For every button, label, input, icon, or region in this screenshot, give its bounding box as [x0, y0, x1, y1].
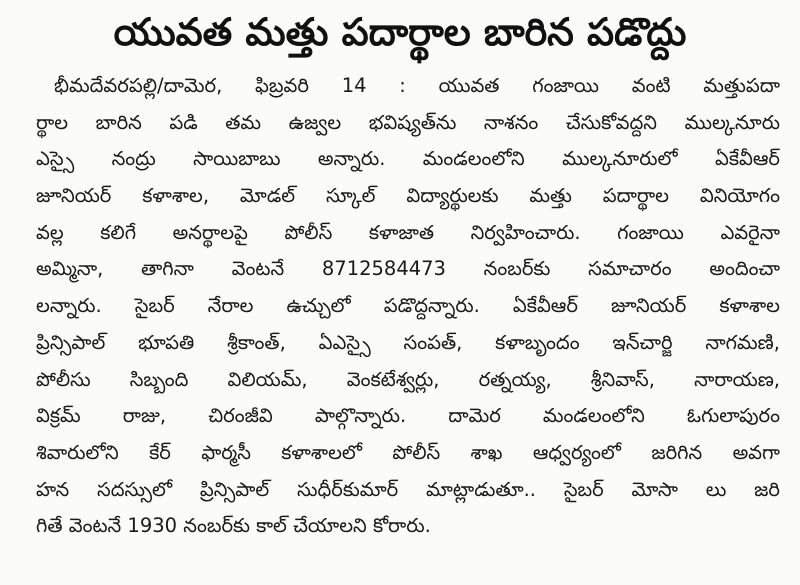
body-line: పోలీసు సిబ్బంది విలియమ్, వెంకటేశ్వర్లు, రత్నయ్య, శ్రీనివాస్, నారాయణ,	[36, 367, 780, 391]
body-line: గితే వెంటనే 1930 నంబర్‌కు కాల్ చేయాలని కోరారు.	[36, 514, 431, 538]
body-line: హన సదస్సులో ప్రిన్సిపాల్ సుధీర్‌కుమార్ మాట్లాడుతూ.. సైబర్ మోసా లు జరి	[36, 477, 780, 501]
article-body	[36, 68, 780, 545]
body-line: అమ్మినా, తాగినా వెంటనే 8712584473 నంబర్‌కు సమాచారం అందించా	[36, 257, 780, 281]
body-line: జూనియర్ కళాశాల, మోడల్ స్కూల్ విద్యార్థులకు మత్తు పదార్థాల వినియోగం	[36, 184, 780, 208]
body-line: శివారులోని కేర్ ఫార్మసీ కళాశాలలో పోలీస్ శాఖ ఆధ్వర్యంలో జరిగిన అవగా	[36, 440, 780, 464]
body-line: ఎస్సై నంద్రు సాయిబాబు అన్నారు. మండలంలోని ముల్కనూరులో ఏకేవీఆర్	[36, 147, 780, 171]
body-line: ప్రిన్సిపాల్ భూపతి శ్రీకాంత్, ఏఎస్సై సంపత్, కళాబృందం ఇన్‌చార్జి నాగమణి,	[36, 330, 780, 354]
body-line: విక్రమ్ రాజు, చిరంజీవి పాల్గొన్నారు. దామెర మండలంలోని ఓగులాపురం	[36, 404, 780, 428]
headline: యువత మత్తు పదార్థాల బారిన పడొద్దు	[113, 10, 687, 54]
body-line: ర్థాల బారిన పడి తమ ఉజ్వల భవిష్యత్‌ను నాశనం చేసుకోవద్దని ముల్కనూరు	[36, 110, 780, 134]
body-line: భీమదేవరపల్లి/దామెర, ఫిబ్రవరి 14 : యువత గంజాయి వంటి మత్తుపదా	[54, 74, 780, 97]
body-line: వల్ల కలిగే అనర్థాలపై పోలీస్ కళాజాత నిర్వహించారు. గంజాయి ఎవరైనా	[36, 220, 780, 244]
body-line: లన్నారు. సైబర్ నేరాల ఉచ్చులో పడొద్దన్నారు. ఏకేవీఆర్ జూనియర్ కళాశాల	[36, 294, 780, 318]
